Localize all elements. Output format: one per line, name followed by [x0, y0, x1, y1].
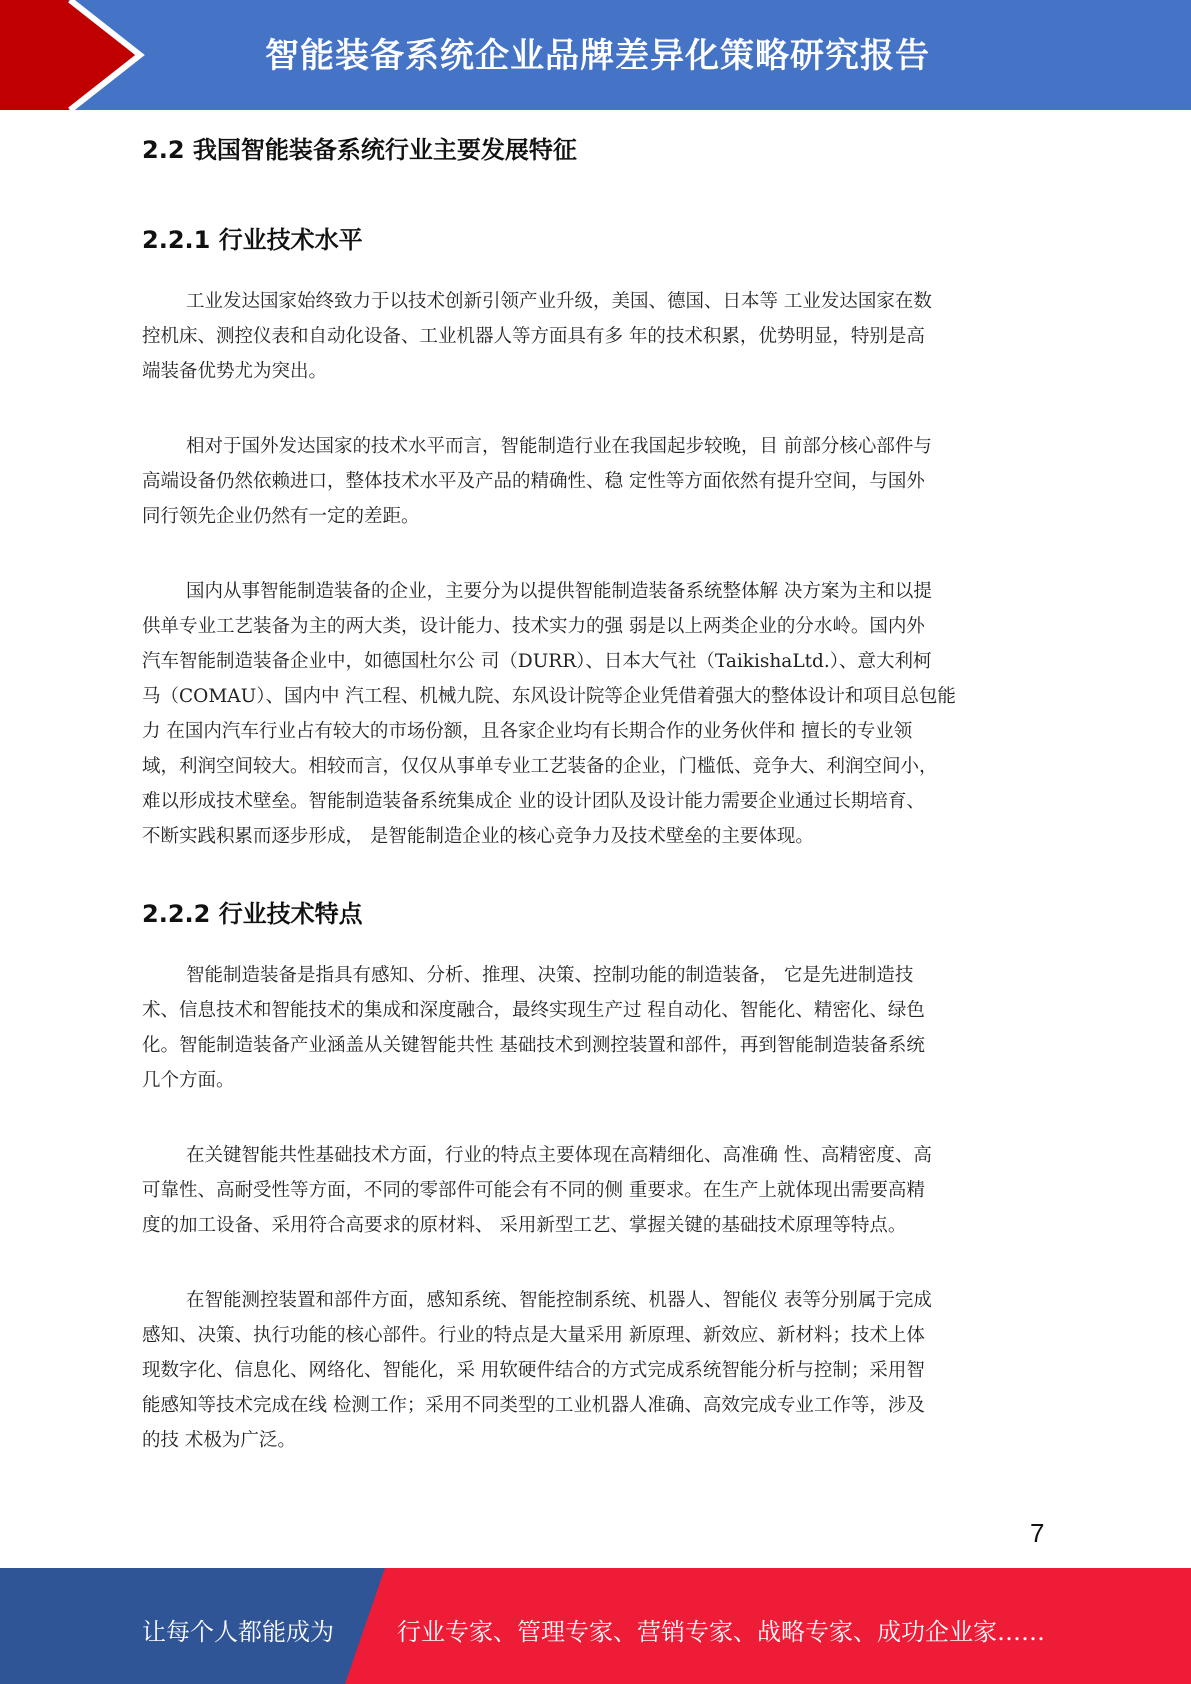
document-body	[142, 130, 1062, 1498]
paragraph-line: 度的加工设备、采用符合高要求的原材料、 采用新型工艺、掌握关键的基础技术原理等特点。	[142, 1215, 907, 1236]
section-heading: 2.2 我国智能装备系统行业主要发展特征	[142, 136, 577, 164]
paragraph	[142, 958, 1062, 1098]
paragraph-line: 现数字化、信息化、网络化、智能化，采 用软硬件结合的方式完成系统智能分析与控制；采用智	[142, 1360, 925, 1381]
paragraph-line: 感知、决策、执行功能的核心部件。行业的特点是大量采用 新原理、新效应、新材料；技术上体	[142, 1325, 925, 1346]
paragraph-line: 同行领先企业仍然有一定的差距。	[142, 506, 420, 527]
paragraph-line: 几个方面。	[142, 1070, 235, 1091]
paragraph	[142, 574, 1062, 854]
subsection-heading: 2.2.2 行业技术特点	[142, 900, 363, 928]
paragraph-line: 能感知等技术完成在线 检测工作；采用不同类型的工业机器人准确、高效完成专业工作等，涉及	[142, 1395, 925, 1416]
page-footer	[0, 1568, 1191, 1684]
footer-slogan-right: 行业专家、管理专家、营销专家、战略专家、成功企业家……	[397, 1618, 1045, 1646]
paragraph-line: 马（COMAU）、国内中 汽工程、机械九院、东风设计院等企业凭借着强大的整体设计和项目总包能	[142, 686, 956, 707]
paragraph-line: 难以形成技术壁垒。智能制造装备系统集成企 业的设计团队及设计能力需要企业通过长期培育、	[142, 791, 925, 812]
paragraph-line: 术、信息技术和智能技术的集成和深度融合，最终实现生产过 程自动化、智能化、精密化、绿色	[142, 1000, 925, 1021]
paragraph-line: 端装备优势尤为突出。	[142, 361, 328, 382]
chevron-decoration-icon	[0, 0, 200, 110]
paragraph	[142, 1138, 1062, 1243]
paragraph-line: 国内从事智能制造装备的企业，主要分为以提供智能制造装备系统整体解 决方案为主和以提	[186, 581, 932, 602]
page-number: 7	[1030, 1518, 1045, 1548]
subsections	[142, 220, 1062, 1458]
paragraph-line: 相对于国外发达国家的技术水平而言，智能制造行业在我国起步较晚，目 前部分核心部件与	[186, 436, 932, 457]
paragraph-line: 高端设备仍然依赖进口，整体技术水平及产品的精确性、稳 定性等方面依然有提升空间，与国外	[142, 471, 925, 492]
paragraph-line: 供单专业工艺装备为主的两大类，设计能力、技术实力的强 弱是以上两类企业的分水岭。国内外	[142, 616, 925, 637]
paragraph-line: 汽车智能制造装备企业中，如德国杜尔公 司（DURR）、日本大气社（TaikishaLtd.）、意大利柯	[142, 651, 932, 672]
report-title: 智能装备系统企业品牌差异化策略研究报告	[265, 36, 930, 76]
paragraph-line: 域，利润空间较大。相较而言，仅仅从事单专业工艺装备的企业，门槛低、竞争大、利润空间小，	[142, 756, 938, 777]
footer-slogan-left: 让每个人都能成为	[142, 1618, 334, 1646]
paragraph-line: 智能制造装备是指具有感知、分析、推理、决策、控制功能的制造装备， 它是先进制造技	[186, 965, 914, 986]
paragraph-line: 力 在国内汽车行业占有较大的市场份额，且各家企业均有长期合作的业务伙伴和 擅长的专业领	[142, 721, 913, 742]
paragraph-line: 不断实践积累而逐步形成， 是智能制造企业的核心竞争力及技术壁垒的主要体现。	[142, 826, 814, 847]
paragraph	[142, 284, 1062, 389]
paragraph-line: 控机床、测控仪表和自动化设备、工业机器人等方面具有多 年的技术积累，优势明显，特别是高	[142, 326, 925, 347]
paragraph-line: 在关键智能共性基础技术方面，行业的特点主要体现在高精细化、高准确 性、高精密度、高	[186, 1145, 932, 1166]
paragraph-line: 在智能测控装置和部件方面，感知系统、智能控制系统、机器人、智能仪 表等分别属于完成	[186, 1290, 932, 1311]
paragraph-line: 化。智能制造装备产业涵盖从关键智能共性 基础技术到测控装置和部件，再到智能制造装备系统	[142, 1035, 925, 1056]
subsection-heading: 2.2.1 行业技术水平	[142, 226, 363, 254]
paragraph-line: 可靠性、高耐受性等方面，不同的零部件可能会有不同的侧 重要求。在生产上就体现出需要高精	[142, 1180, 925, 1201]
page-header	[0, 0, 1191, 110]
paragraph-line: 的技 术极为广泛。	[142, 1430, 296, 1451]
paragraph-line: 工业发达国家始终致力于以技术创新引领产业升级，美国、德国、日本等 工业发达国家在数	[186, 291, 932, 312]
paragraph	[142, 1283, 1062, 1458]
paragraph	[142, 429, 1062, 534]
